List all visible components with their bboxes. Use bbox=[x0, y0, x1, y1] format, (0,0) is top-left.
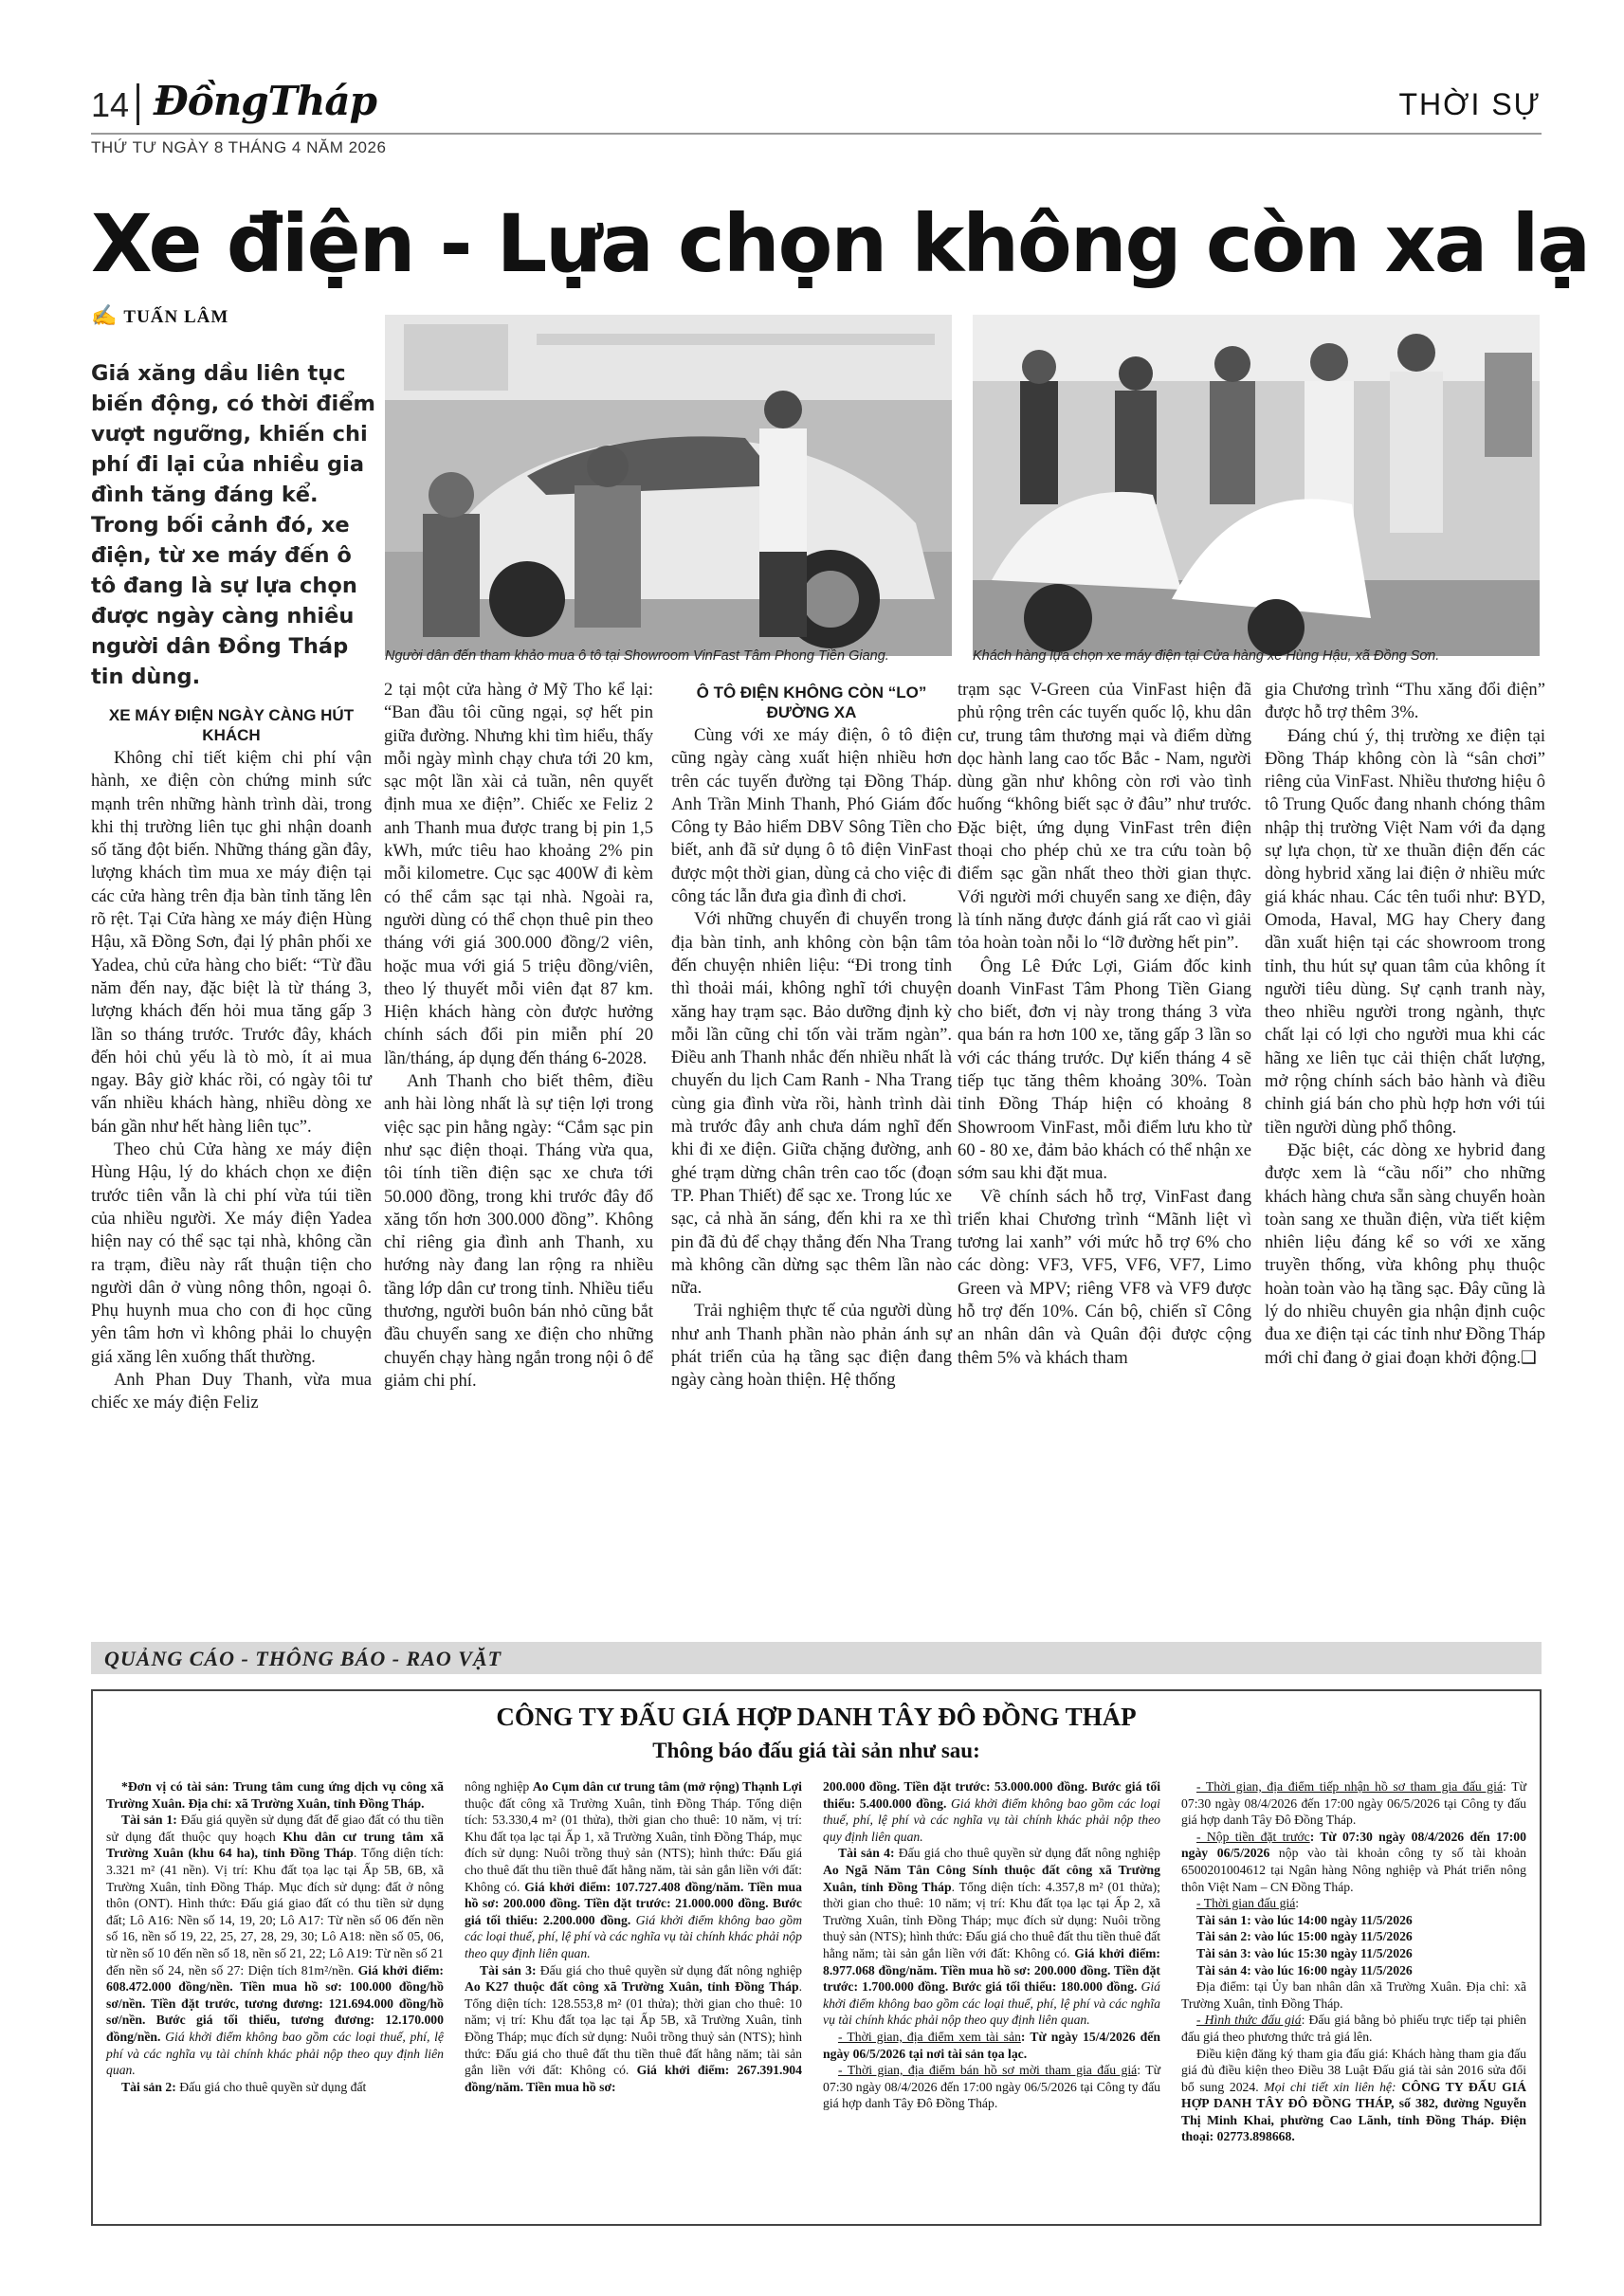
photo1-caption: Người dân đến tham khảo mua ô tô tại Showroom VinFast Tâm Phong Tiền Giang. bbox=[385, 648, 889, 664]
paragraph: Đáng chú ý, thị trường xe điện tại Đồng Tháp không còn là “sân chơi” riêng của VinFast. Nhiều thương hiệu ô tô Trung Quốc đang nhanh chóng thâm nhập thị trường Việt Nam với đa dạng sự lựa chọn, từ xe thuần điện đến các dòng hybrid xăng lai điện ở nhiều mức giá khác nhau. Các tên tuổi như: BYD, Omoda, Haval, MG hay Chery đang dần xuất hiện tại các showroom trong tỉnh, thu hút sự quan tâm của không ít người tiêu dùng. Sự cạnh tranh này, theo nhiều người trong ngành, thực chất lại có lợi cho người mua khi các hãng xe liên tục cải thiện chất lượng, mở rộng chính sách bảo hành và điều chỉnh giá bán cho phù hợp hơn với túi tiền người dùng phổ thông. bbox=[1265, 725, 1545, 1138]
notice-dossier-sale bbox=[823, 2062, 1160, 2112]
paragraph: Về chính sách hỗ trợ, VinFast đang triển khai Chương trình “Mãnh liệt vì tương lai xanh” với mức hỗ trợ 6% cho các dòng: VF3, VF5, VF6, VF7, Limo Green và MPV; riêng VF8 và VF9 được hỗ trợ đến 10%. Cán bộ, chiến sĩ Công an nhân dân và Quân đội được cộng thêm 5% và khách tham bbox=[958, 1186, 1251, 1368]
photo-motorbike-store bbox=[973, 315, 1540, 656]
auction-notice bbox=[91, 1689, 1542, 2226]
asset-label: Tài sản 2: bbox=[121, 2079, 176, 2094]
text: : Từ 07:30 ngày 08/4/2026 đến 17:00 ngày 06/5/2026 tại Công ty đấu giá hợp danh Tây Đô Đồng Tháp. bbox=[823, 2063, 1160, 2111]
masthead-divider bbox=[137, 83, 139, 125]
article-column-1 bbox=[91, 702, 372, 1415]
text: Ao Ngã Năm Tân Công Sính thuộc đất công xã Trường Xuân, tỉnh Đồng Tháp bbox=[823, 1862, 1160, 1894]
article-column-2 bbox=[384, 679, 653, 1393]
article-column-5 bbox=[1265, 679, 1545, 1370]
car-showroom-illustration bbox=[385, 315, 952, 656]
notice-auction-method bbox=[1181, 2012, 1526, 2045]
auction-session: Tài sản 2: vào lúc 15:00 ngày 11/5/2026 bbox=[1196, 1929, 1413, 1944]
text: nộp vào tài khoản công ty số tài khoản 6500201004612 tại Ngân hàng Nông nghiệp và Phát triển nông thôn Việt Nam – CN Đồng Tháp. bbox=[1181, 1846, 1526, 1894]
subheading-electric-cars: Ô TÔ ĐIỆN KHÔNG CÒN “LO” ĐƯỜNG XA bbox=[696, 683, 927, 721]
masthead bbox=[91, 78, 1542, 131]
paragraph: trạm sạc V-Green của VinFast hiện đã phủ rộng trên các tuyến quốc lộ, khu dân cư, trung tâm thương mại và điểm dừng dọc hành lang cao tốc Bắc - Nam, người dùng gần như không còn rơi vào tình huống “không biết sạc ở đâu” như trước. Đặc biệt, ứng dụng VinFast trên điện thoại cho phép chủ xe tra cứu toàn bộ điểm sạc gần nhất theo thời gian thực. Với người mới chuyển sang xe điện, đây là tính năng được đánh giá rất cao vì giải tỏa hoàn toàn nỗi lo “lỡ đường hết pin”. bbox=[958, 680, 1251, 954]
newspaper-logo: ĐồngTháp bbox=[154, 78, 376, 124]
notice-asset-2 bbox=[106, 2079, 444, 2096]
asset-label: Tài sản 3: bbox=[480, 1962, 537, 1977]
auction-session: Tài sản 3: vào lúc 15:30 ngày 11/5/2026 bbox=[1196, 1945, 1413, 1960]
notice-column-4 bbox=[1181, 1778, 1526, 2145]
text: : Đấu giá bằng bỏ phiếu trực tiếp tại phiên đấu giá theo phương thức trả giá lên. bbox=[1181, 2013, 1526, 2044]
text: Giá khởi điểm: 608.472.000 đồng/nền. Tiền mua hồ sơ: 100.000 đồng/hồ sơ/nền. Tiền đặt trước, tương đương: 121.694.000 đồng/hồ sơ/nền. Bước giá tối thiểu, tương đương: 12.170.000 đồng/nền. bbox=[106, 1962, 444, 2044]
photo2-caption: Khách hàng lựa chọn xe máy điện tại Cửa hàng xe Hùng Hậu, xã Đồng Sơn. bbox=[973, 648, 1440, 664]
text: nông nghiệp bbox=[465, 1779, 533, 1794]
subheading-motorbikes: XE MÁY ĐIỆN NGÀY CÀNG HÚT KHÁCH bbox=[108, 706, 355, 744]
text: Giá khởi điểm không bao gồm các loại thuế, phí, lệ phí và các nghĩa vụ tài chính khác phải nộp theo quy định liên quan. bbox=[823, 1979, 1161, 2028]
text: Đấu giá cho thuê quyền sử dụng đất nông nghiệp bbox=[894, 1846, 1160, 1861]
text: - Thời gian, địa điểm bán hồ sơ mời tham gia đấu giá bbox=[838, 2063, 1138, 2078]
auction-session: Tài sản 4: vào lúc 16:00 ngày 11/5/2026 bbox=[1196, 1962, 1413, 1977]
text: Đấu giá cho thuê quyền sử dụng đất nông nghiệp bbox=[536, 1962, 802, 1977]
text: Mọi chi tiết xin liên hệ: bbox=[1258, 2079, 1396, 2094]
notice-asset-4 bbox=[823, 1845, 1160, 2029]
paragraph: Cùng với xe máy điện, ô tô điện cũng ngày càng xuất hiện nhiều hơn trên các tuyến đường tại Đồng Tháp. Anh Trần Minh Thanh, Phó Giám đốc Công ty Bảo hiểm DBV Sông Tiền cho biết, anh đã sử dụng ô tô điện VinFast được một thời gian, dùng cả cho việc đi công tác lẫn đưa gia đình đi chơi. bbox=[671, 725, 952, 907]
paragraph: Ông Lê Đức Lợi, Giám đốc kinh doanh VinFast Tâm Phong Tiền Giang cho biết, đơn vị này trong tháng 3 vừa qua bán ra hơn 100 xe, tăng gấp 3 lần so với các tháng trước. Dự kiến tháng 4 sẽ tiếp tục tăng thêm khoảng 30%. Toàn tỉnh Đồng Tháp hiện có khoảng 8 Showroom VinFast, mỗi điểm lưu kho từ 60 - 80 xe, đảm bảo khách có thể nhận xe sớm sau khi đặt mua. bbox=[958, 956, 1251, 1184]
asset-label: Tài sản 1: bbox=[121, 1813, 177, 1828]
page-number: 14 bbox=[91, 85, 130, 124]
paragraph: Anh Thanh cho biết thêm, điều anh hài lòng nhất là sự tiện lợi trong việc sạc pin hằng ngày: “Cắm sạc pin như sạc điện thoại. Tháng vừa qua, tôi tính tiền điện sạc xe chưa tới 50.000 đồng, trong khi trước đây đổ xăng tốn hơn 300.000 đồng”. Không chỉ riêng gia đình anh Thanh, xu hướng này đang lan rộng ra nhiều tầng lớp dân cư trong tỉnh. Nhiều tiểu thương, người buôn bán nhỏ cũng bắt đầu chuyển sang xe điện cho những chuyến chạy hàng ngắn trong nội ô để giảm chi phí. bbox=[384, 1071, 653, 1391]
notice-dossier-receipt bbox=[1181, 1778, 1526, 1829]
paragraph: Trải nghiệm thực tế của người dùng như anh Thanh phần nào phản ánh sự phát triển của hạ tầng sạc điện đang ngày càng hoàn thiện. Hệ thống bbox=[671, 1301, 952, 1391]
text: thuộc đất công xã Trường Xuân, tỉnh Đồng Tháp. Tổng diện tích: 53.330,4 m² (01 thửa), thời gian cho thuê: 10 năm, vị trí: Khu đất tọa lạc tại Ấp 1, xã Trường Xuân, tỉnh Đồng Tháp, mục đích sử dụng: Nuôi trồng thuỷ sản (NTS); hình thức: Đấu giá cho thuê đất thu tiền thuê đất hằng năm, tài sản gắn liền với đất: Không có. bbox=[465, 1795, 802, 1894]
header-rule bbox=[91, 133, 1542, 135]
notice-asset-3 bbox=[465, 1962, 802, 2096]
text: Điều kiện đăng ký tham gia đấu giá: Khách hàng tham gia đấu giá đủ điều kiện theo Điều 38 Luật Đấu giá tài sản 2016 sửa đổi bổ sung 2024. bbox=[1181, 2046, 1526, 2094]
text: Giá khởi điểm không bao gồm các loại thuế, phí, lệ phí và các nghĩa vụ tài chính khác phải nộp theo quy định liên quan. bbox=[823, 1795, 1160, 1844]
classifieds-label: QUẢNG CÁO - THÔNG BÁO - RAO VẶT bbox=[104, 1647, 502, 1670]
text: 200.000 đồng. Tiền đặt trước: 53.000.000 đồng. Bước giá tối thiểu: 5.400.000 đồng. bbox=[823, 1779, 1160, 1811]
notice-auction-time-heading: - Thời gian đấu giá: bbox=[1196, 1896, 1300, 1911]
notice-title: CÔNG TY ĐẤU GIÁ HỢP DANH TÂY ĐÔ ĐỒNG THÁP bbox=[496, 1703, 1137, 1731]
text: . Tổng diện tích: 3.321 m² (41 nền). Vị trí: Khu đất tọa lạc tại Ấp 5B, 6B, xã Trường Xuân, tỉnh Đồng Tháp. Mục đích sử dụng: đất ở nông thôn (ONT). Hình thức: Đấu giá giao đất có thu tiền sử dụng đất; Lô A16: Nền số 14, 19, 20; Lô A17: Từ nền số 06 đến nền số 16, nền số 19, 22, 25, 27, 28, 29, 30; Lô A18: nền số 05, 06, từ nền số 10 đến nền số 18, nền số 21, 22; Lô A19: Từ nền số 21 đến nền số 24, nền số 27: Diện tích 81m²/nền. bbox=[106, 1846, 444, 1977]
article-column-3 bbox=[671, 679, 952, 1393]
byline bbox=[91, 303, 228, 328]
text: Giá khởi điểm: 267.391.904 đồng/năm. Tiền mua hồ sơ: bbox=[465, 2063, 802, 2094]
text: Đấu giá cho thuê quyền sử dụng đất bbox=[175, 2079, 367, 2094]
article-column-4 bbox=[958, 679, 1251, 1370]
notice-column-2 bbox=[465, 1778, 802, 2095]
article-headline: Xe điện - Lựa chọn không còn xa lạ bbox=[91, 197, 1590, 290]
paragraph: Không chỉ tiết kiệm chi phí vận hành, xe điện còn chứng minh sức mạnh trên những hành trình dài, trong khi thị trường liên tục ghi nhận doanh số tăng đột biến. Những tháng gần đây, lượng khách tìm mua xe máy điện tại các cửa hàng trên địa bàn tỉnh tăng lên rõ rệt. Tại Cửa hàng xe máy điện Hùng Hậu, xã Đồng Sơn, đại lý phân phối xe Yadea, chủ cửa hàng cho biết: “Từ đầu năm đến nay, đặc biệt là từ tháng 3, lượng khách đến hỏi mua tăng gấp 3 lần so tháng trước. Trước đây, khách đến hỏi chủ yếu là tò mò, ít ai mua ngay. Bây giờ khác rồi, có ngày tôi tư vấn nhiều khách hàng, nhiều dòng xe bán gần như hết hàng liên tục”. bbox=[91, 748, 372, 1137]
motorbike-store-illustration bbox=[973, 315, 1540, 656]
text: Giá khởi điểm: 8.977.068 đồng/năm. Tiền mua hồ sơ: 200.000 đồng. Tiền đặt trước: 1.700.000 đồng. Bước giá tối thiểu: 180.000 đồng. bbox=[823, 1945, 1160, 1995]
asset-label: Tài sản 4: bbox=[838, 1846, 895, 1861]
paragraph: Theo chủ Cửa hàng xe máy điện Hùng Hậu, lý do khách chọn xe điện trước tiên vẫn là chi phí vừa túi tiền của nhiều người. Xe máy điện Yadea hiện nay có thể sạc tại nhà, không cần ra trạm, điều này rất thuận tiện cho người dân ở vùng nông thôn, ngoại ô. Phụ huynh mua cho con đi học cũng yên tâm hơn vì không phải lo chuyện giá xăng lên xuống thất thường. bbox=[91, 1139, 372, 1367]
notice-asset-1 bbox=[106, 1812, 444, 2079]
text: : Từ ngày 15/4/2026 đến ngày 06/5/2026 tại nơi tài sản tọa lạc. bbox=[823, 2029, 1160, 2061]
author-name: TUẤN LÂM bbox=[123, 307, 229, 327]
text: Giá khởi điểm không bao gồm các loại thuế, phí, lệ phí và các nghĩa vụ tài chính khác phải nộp theo quy định liên quan. bbox=[106, 2029, 444, 2078]
text: - Thời gian đấu giá bbox=[1196, 1896, 1296, 1911]
notice-asset-2-cont bbox=[465, 1778, 802, 1962]
text: Đấu giá quyền sử dụng đất để giao đất có thu tiền sử dụng đất thuộc quy hoạch bbox=[106, 1813, 444, 1844]
notice-subtitle: Thông báo đấu giá tài sản như sau: bbox=[652, 1739, 980, 1762]
notice-viewing-time bbox=[823, 2029, 1160, 2062]
text: : Từ 07:30 ngày 08/4/2026 đến 17:00 ngày 06/5/2026 bbox=[1181, 1829, 1526, 1861]
paragraph: Với những chuyến đi chuyển trong địa bàn tỉnh, anh không còn bận tâm đến chuyện nhiên liệu: “Đi trong tỉnh thì thoải mái, không nghĩ tới chuyện xăng hay trạm sạc. Bảo dưỡng định kỳ mỗi lần cũng chỉ tốn vài trăm ngàn”. Điều anh Thanh nhắc đến nhiều nhất là chuyến du lịch Cam Ranh - Nha Trang cùng gia đình vừa rồi, hành trình dài mà trước đây anh chưa dám nghĩ đến khi đi xe điện. Giữa chặng đường, anh ghé trạm dừng chân trên cao tốc (đoạn TP. Phan Thiết) để sạc xe. Trong lúc xe sạc, cả nhà ăn sáng, đến khi ra xe thì pin đã đủ để chạy thẳng đến Nha Trang mà không cần dừng sạc thêm lần nào nữa. bbox=[671, 909, 952, 1299]
text: - Thời gian, địa điểm xem tài sản bbox=[838, 2029, 1021, 2044]
text: Giá khởi điểm không bao gồm các loại thuế, phí, lệ phí và các nghĩa vụ tài chính khác phải nộp theo quy định liên quan. bbox=[465, 1912, 802, 1960]
text: - Nộp tiền đặt trước bbox=[1196, 1829, 1310, 1844]
classifieds-band bbox=[91, 1642, 1542, 1674]
article-lead: Giá xăng dầu liên tục biến động, có thời điểm vượt ngưỡng, khiến chi phí đi lại của nhiều gia đình tăng đáng kể. Trong bối cảnh đó, xe điện, từ xe máy đến ô tô đang là sự lựa chọn được ngày càng nhiều người dân Đồng Tháp tin dùng. bbox=[91, 361, 375, 689]
section-label: THỜI SỰ bbox=[1398, 87, 1542, 121]
text: . Tổng diện tích: 4.357,8 m² (01 thửa); thời gian cho thuê: 10 năm; vị trí: Khu đất tọa lạc tại Ấp 2, xã Trường Xuân, tỉnh Đồng Tháp; mục đích sử dụng: Nuôi trồng thuỷ sản (NTS); hình thức: Đấu giá cho thuê đất thu tiền thuê đất hằng năm; tài sản gắn liền với đất: Không có. bbox=[823, 1879, 1160, 1960]
notice-deposit bbox=[1181, 1829, 1526, 1895]
paragraph: gia Chương trình “Thu xăng đổi điện” được hỗ trợ thêm 3%. bbox=[1265, 680, 1545, 723]
text: Ao Cụm dân cư trung tâm (mở rộng) Thạnh Lợi bbox=[532, 1779, 802, 1794]
text: - Thời gian, địa điểm tiếp nhận hồ sơ tham gia đấu giá bbox=[1196, 1779, 1504, 1794]
text: - Hình thức đấu giá bbox=[1196, 2013, 1302, 2028]
notice-intro: *Đơn vị có tài sản: Trung tâm cung ứng dịch vụ công xã Trường Xuân. Địa chỉ: xã Trường Xuân, tỉnh Đồng Tháp. bbox=[106, 1779, 444, 1811]
text: . Tổng diện tích: 128.553,8 m² (01 thửa); thời gian cho thuê: 10 năm; vị trí: Khu đất tọa lạc tại Ấp 5B, xã Trường Xuân, tỉnh Đồng Tháp; mục đích sử dụng: Nuôi trồng thuỷ sản (NTS); hình thức: Đấu giá cho thuê đất thu tiền thuê đất hằng năm; tài sản gắn liền với đất: Không có. bbox=[465, 1979, 802, 2078]
text: : Từ 07:30 ngày 08/4/2026 đến 17:00 ngày 06/5/2026 tại Công ty đấu giá hợp danh Tây Đô Đồng Tháp. bbox=[1181, 1779, 1527, 1828]
notice-conditions bbox=[1181, 2046, 1526, 2146]
notice-location: Địa điểm: tại Ủy ban nhân dân xã Trường Xuân. Địa chỉ: xã Trường Xuân, tỉnh Đồng Tháp. bbox=[1181, 1979, 1526, 2011]
text: Giá khởi điểm: 107.727.408 đồng/năm. Tiền mua hồ sơ: 200.000 đồng. Tiền đặt trước: 21.000.000 đồng. Bước giá tối thiểu: 2.200.000 đồng. bbox=[465, 1879, 802, 1927]
notice-column-3 bbox=[823, 1778, 1160, 2112]
text: Ao K27 thuộc đất công xã Trường Xuân, tỉnh Đồng Tháp bbox=[465, 1979, 799, 1995]
notice-asset-3-cont bbox=[823, 1778, 1160, 1845]
paragraph: Đặc biệt, các dòng xe hybrid đang được xem là “cầu nối” cho những khách hàng chưa sẵn sàng chuyển hoàn toàn sang xe thuần điện, vừa tiết kiệm nhiên liệu đáng kể so với xe xăng truyền thống, vừa không phụ thuộc hoàn toàn vào hạ tầng sạc. Đây cũng là lý do nhiều chuyên gia nhận định cuộc đua xe điện tại các tỉnh như Đồng Tháp mới chỉ đang ở giai đoạn khởi động.❑ bbox=[1265, 1139, 1545, 1368]
photo-car-showroom bbox=[385, 315, 952, 656]
paragraph: Anh Phan Duy Thanh, vừa mua chiếc xe máy điện Feliz bbox=[91, 1370, 372, 1413]
text: Khu dân cư trung tâm xã Trường Xuân (khu 64 ha), tỉnh Đồng Tháp bbox=[106, 1829, 444, 1861]
auction-session: Tài sản 1: vào lúc 14:00 ngày 11/5/2026 bbox=[1196, 1912, 1413, 1927]
pen-icon: ✍ bbox=[91, 303, 119, 327]
notice-column-1 bbox=[106, 1778, 444, 2095]
paragraph: 2 tại một cửa hàng ở Mỹ Tho kể lại: “Ban đầu tôi cũng ngại, sợ hết pin giữa đường. Nhưng khi tìm hiểu, thấy mỗi ngày mình chạy chưa tới 20 km, sạc một lần xài cả tuần, nên quyết định mua xe điện”. Chiếc xe Feliz 2 anh Thanh mua được trang bị pin 1,5 kWh, mức tiêu hao khoảng 2% pin mỗi kilometre. Cục sạc 400W đi kèm có thể cắm sạc tại nhà. Ngoài ra, người dùng có thể chọn thuê pin theo tháng với giá 300.000 đồng/2 viên, hoặc mua với giá 5 triệu đồng/viên, theo lý thuyết mỗi viên đạt 87 km. Hiện khách hàng còn được hưởng chính sách đổi pin miễn phí 20 lần/tháng, áp dụng đến tháng 6-2028. bbox=[384, 680, 653, 1068]
text: CÔNG TY ĐẤU GIÁ HỢP DANH TÂY ĐÔ ĐỒNG THÁP, số 382, đường Nguyễn Thị Minh Khai, phường Cao Lãnh, tỉnh Đồng Tháp. Điện thoại: 02773.898668. bbox=[1181, 2079, 1527, 2144]
publication-date: THỨ TƯ NGÀY 8 THÁNG 4 NĂM 2026 bbox=[91, 138, 387, 156]
